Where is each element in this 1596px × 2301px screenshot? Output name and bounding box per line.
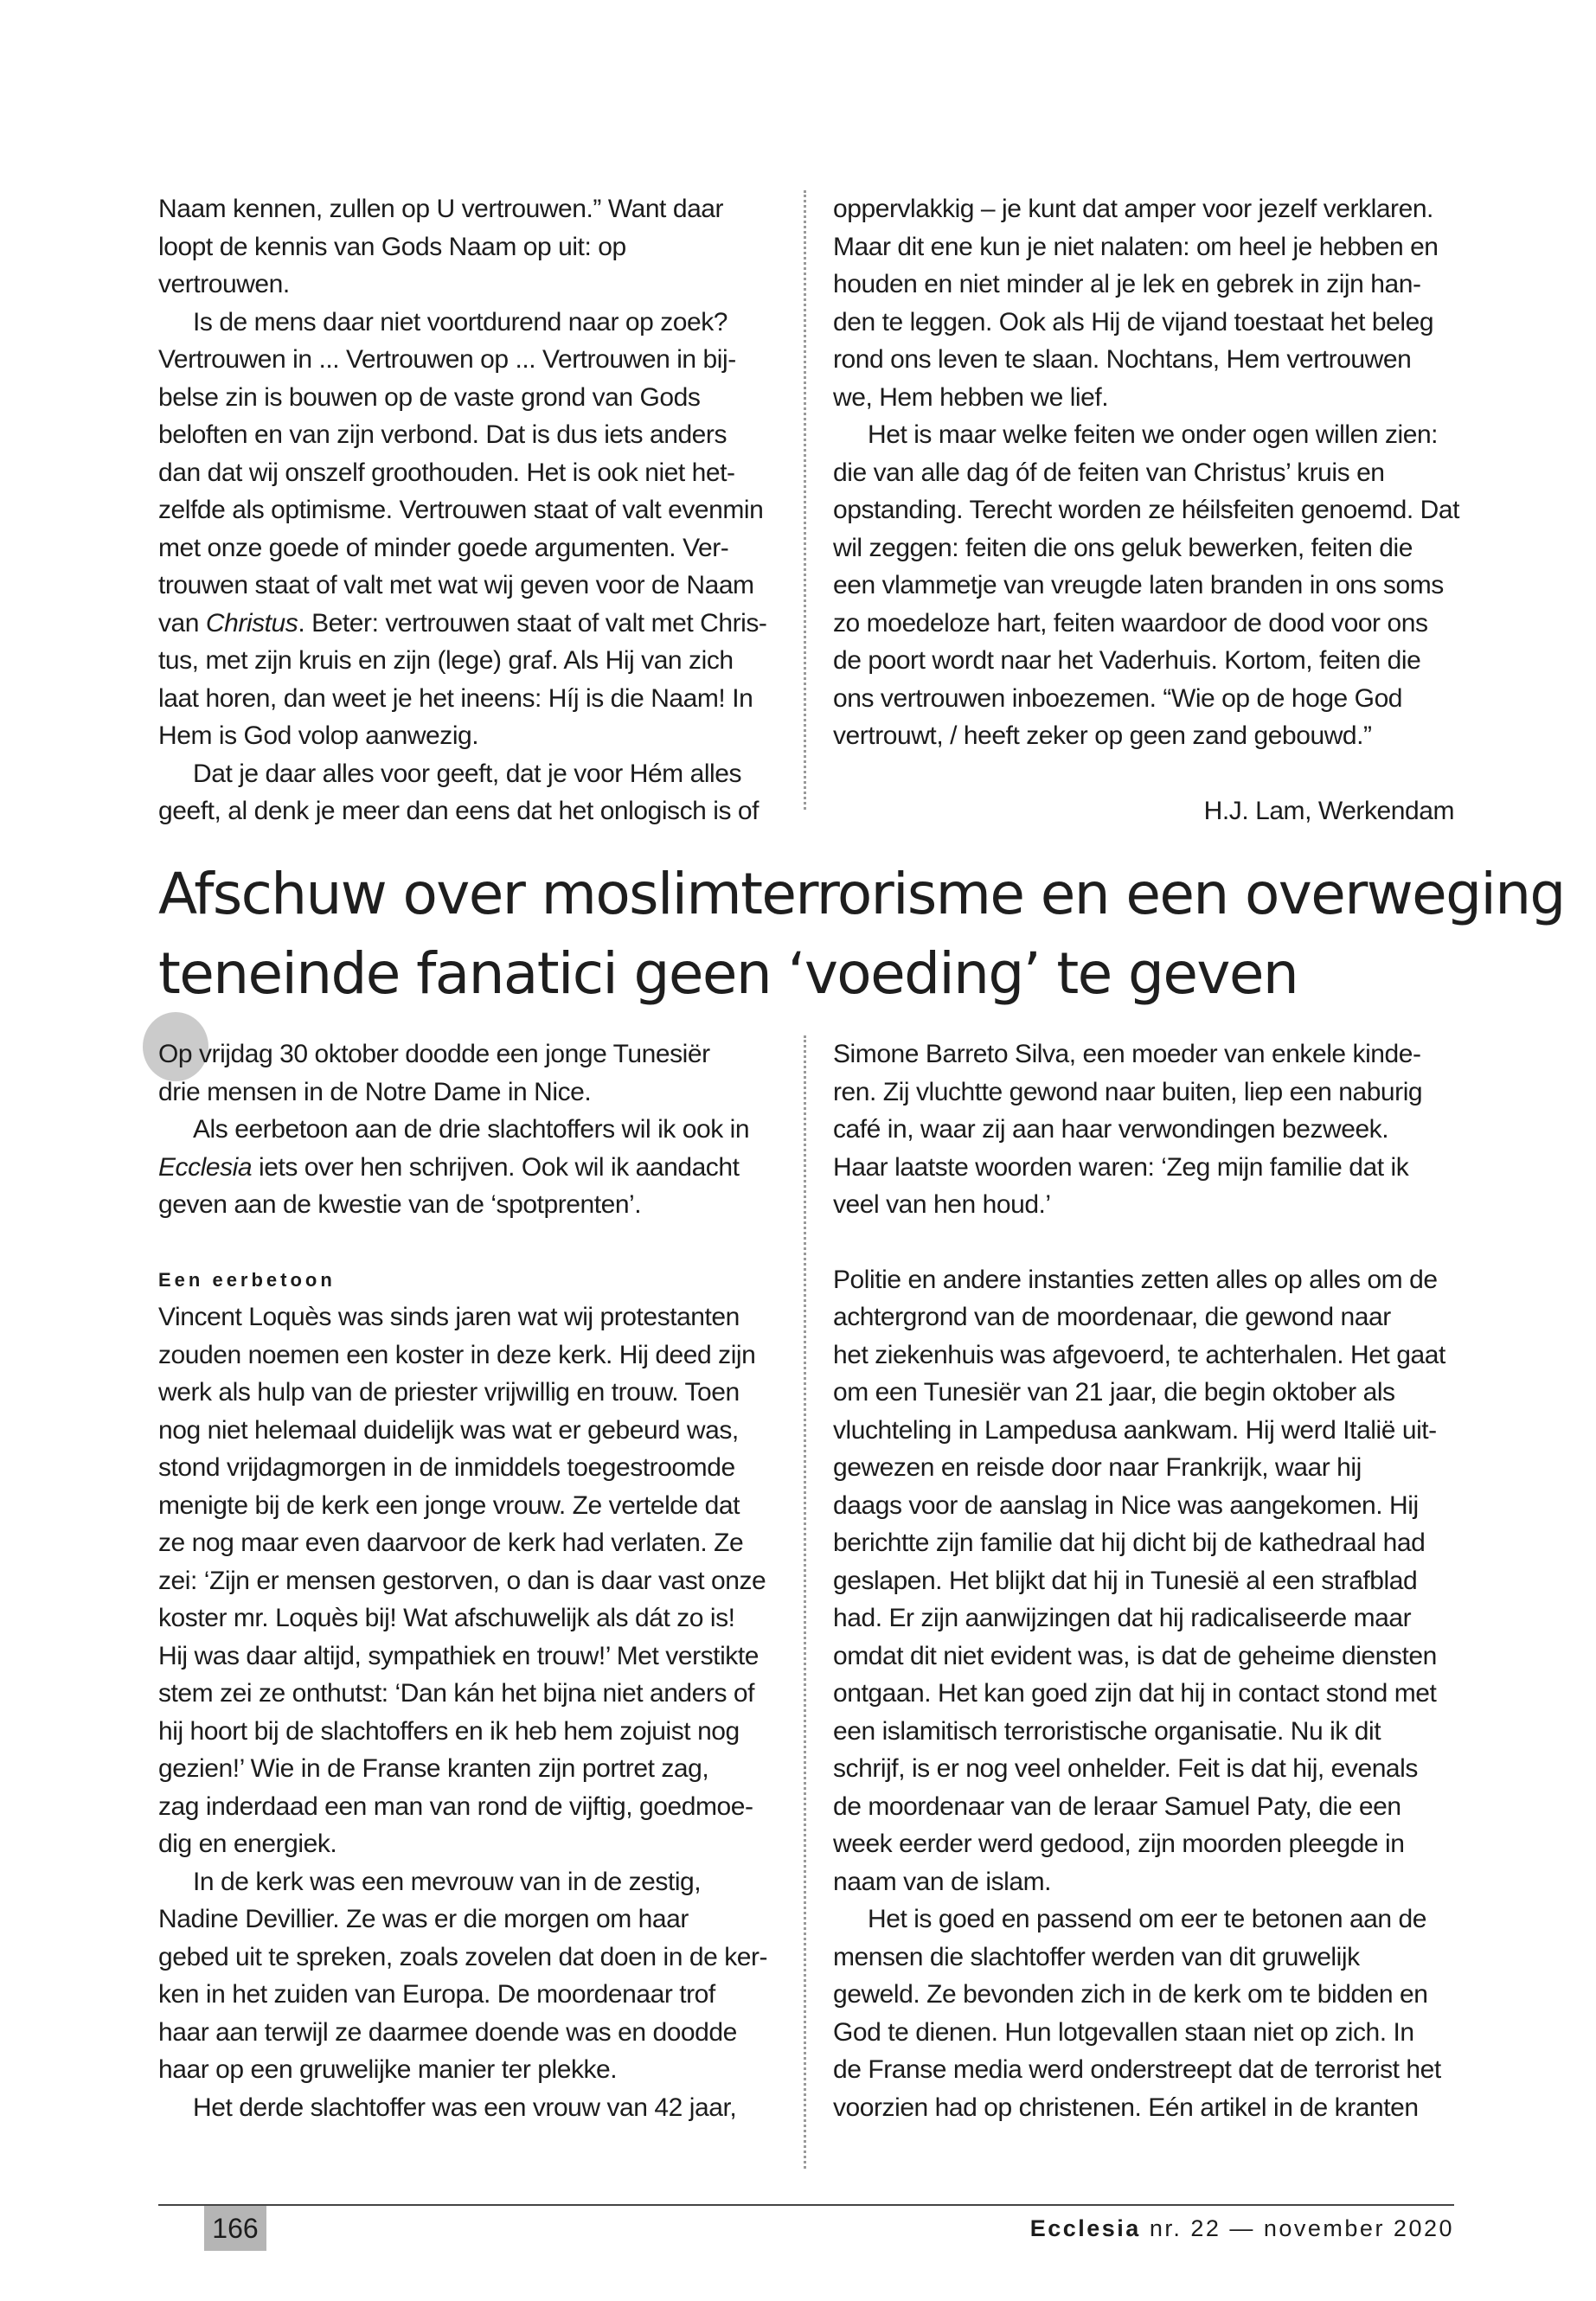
text-line: zag inderdaad een man van rond de vijftig, goedmoe- xyxy=(158,1791,753,1821)
text-line: Naam kennen, zullen op U vertrouwen.” Want daar xyxy=(158,195,724,223)
text-line: zo moedeloze hart, feiten waardoor de dood voor ons xyxy=(833,608,1428,638)
text-line: loopt de kennis van Gods Naam op uit: op xyxy=(158,232,626,261)
top-right-column xyxy=(833,190,1459,830)
text-line: laat horen, dan weet je het ineens: Híj is die Naam! In xyxy=(158,683,753,713)
text-line: Op vrijdag 30 oktober doodde een jonge Tunesiër xyxy=(158,1040,710,1068)
text-line: drie mensen in de Notre Dame in Nice. xyxy=(158,1077,592,1106)
text-line: Simone Barreto Silva, een moeder van enkele kinde- xyxy=(833,1040,1421,1068)
text-line: wil zeggen: feiten die ons geluk bewerken, feiten die xyxy=(833,533,1413,562)
text-line: geslapen. Het blijkt dat hij in Tunesië al een strafblad xyxy=(833,1566,1418,1595)
text-line: ontgaan. Het kan goed zijn dat hij in contact stond met xyxy=(833,1679,1437,1708)
text-line: de poort wordt naar het Vaderhuis. Kortom, feiten die xyxy=(833,646,1421,675)
text-line: voorzien had op christenen. Eén artikel in de kranten xyxy=(833,2093,1419,2122)
text-line: houden en niet minder al je lek en gebrek in zijn han- xyxy=(833,270,1421,298)
text-line: stem zei ze onthutst: ‘Dan kán het bijna niet anders of xyxy=(158,1679,754,1708)
column-divider xyxy=(804,1035,806,2169)
text-line: naam van de islam. xyxy=(833,1867,1052,1896)
text-line: het ziekenhuis was afgevoerd, te achterhalen. Het gaat xyxy=(833,1340,1445,1369)
paragraph-gap xyxy=(833,1224,1454,1261)
text-line: had. Er zijn aanwijzingen dat hij radicaliseerde maar xyxy=(833,1604,1412,1632)
text-line: mensen die slachtoffer werden van dit gruwelijk xyxy=(833,1942,1360,1971)
text-line: gezien!’ Wie in de Franse kranten zijn portret zag, xyxy=(158,1754,709,1783)
text-line: week eerder werd gedood, zijn moorden pleegde in xyxy=(833,1830,1405,1858)
text-line: vertrouwt, / heeft zeker op geen zand gebouwd.” xyxy=(833,721,1372,750)
text-line: trouwen staat of valt met wat wij geven voor de Naam xyxy=(158,571,754,599)
text-line: stond vrijdagmorgen in de inmiddels toegestroomde xyxy=(158,1453,735,1482)
italic-text: Ecclesia xyxy=(158,1152,253,1182)
text-line: Het is maar welke feiten we onder ogen willen zien: xyxy=(868,420,1439,449)
text-line: God te dienen. Hun lotgevallen staan niet op zich. In xyxy=(833,2017,1414,2047)
text-line: veel van hen houd.’ xyxy=(833,1190,1051,1219)
text-line: In de kerk was een mevrouw van in de zestig, xyxy=(193,1867,702,1896)
text-span: iets over hen schrijven. Ook wil ik aandacht xyxy=(252,1152,740,1182)
article-left-column xyxy=(158,1035,774,2126)
text-line: Maar dit ene kun je niet nalaten: om heel je hebben en xyxy=(833,232,1439,261)
text-line: zouden noemen een koster in deze kerk. Hij deed zijn xyxy=(158,1340,756,1369)
text-line: haar op een gruwelijke manier ter plekke. xyxy=(158,2055,618,2084)
text-line: Het derde slachtoffer was een vrouw van 42 jaar, xyxy=(193,2093,737,2122)
text-line: nog niet helemaal duidelijk was wat er gebeurd was, xyxy=(158,1415,739,1445)
text-line: Haar laatste woorden waren: ‘Zeg mijn familie dat ik xyxy=(833,1152,1409,1182)
text-line: Als eerbetoon aan de drie slachtoffers wil ik ook in xyxy=(193,1115,750,1144)
text-line xyxy=(158,1149,774,1187)
text-line: ons vertrouwen inboezemen. “Wie op de hoge God xyxy=(833,683,1403,713)
text-line: café in, waar zij aan haar verwondingen bezweek. xyxy=(833,1115,1389,1144)
title-line-2: teneinde fanatici geen ‘voeding’ te geven xyxy=(158,940,1298,1007)
text-line: opstanding. Terecht worden ze héilsfeiten genoemd. Dat xyxy=(833,496,1459,524)
text-line: ken in het zuiden van Europa. De moordenaar trof xyxy=(158,1980,715,2009)
text-line: vluchteling in Lampedusa aankwam. Hij werd Italië uit- xyxy=(833,1415,1437,1445)
text-line: werk als hulp van de priester vrijwillig en trouw. Toen xyxy=(158,1378,740,1407)
text-line: Vertrouwen in ... Vertrouwen op ... Vertrouwen in bij- xyxy=(158,345,736,374)
text-line: belse zin is bouwen op de vaste grond van Gods xyxy=(158,382,701,412)
text-line: beloften en van zijn verbond. Dat is dus iets anders xyxy=(158,420,727,449)
text-line: zei: ‘Zijn er mensen gestorven, o dan is daar vast onze xyxy=(158,1566,766,1595)
text-line: Dat je daar alles voor geeft, dat je voor Hém alles xyxy=(193,759,742,788)
text-span: van xyxy=(158,608,206,638)
text-line: zelfde als optimisme. Vertrouwen staat of valt evenmin xyxy=(158,496,764,524)
paragraph-gap xyxy=(833,755,1454,792)
text-line: Het is goed en passend om eer te betonen aan de xyxy=(868,1905,1426,1933)
text-line: daags voor de aanslag in Nice was aangekomen. Hij xyxy=(833,1490,1419,1520)
text-line: ze nog maar even daarvoor de kerk had verlaten. Ze xyxy=(158,1529,744,1557)
text-line: Vincent Loquès was sinds jaren wat wij protestanten xyxy=(158,1303,740,1331)
text-span: . Beter: vertrouwen staat of valt met Chris- xyxy=(298,608,767,638)
section-heading: Een eerbetoon xyxy=(158,1268,336,1291)
text-line: Hij was daar altijd, sympathiek en trouw!’ Met verstikte xyxy=(158,1641,759,1670)
column-divider xyxy=(804,190,806,810)
article-right-column xyxy=(833,1035,1454,2126)
text-line: achtergrond van de moordenaar, die gewond naar xyxy=(833,1303,1391,1331)
text-line: die van alle dag óf de feiten van Christus’ kruis en xyxy=(833,458,1385,487)
paragraph-gap xyxy=(158,1224,774,1261)
text-line: schrijf, is er nog veel onhelder. Feit is dat hij, evenals xyxy=(833,1754,1418,1783)
text-line: ren. Zij vluchtte gewond naar buiten, liep een naburig xyxy=(833,1077,1423,1106)
publication-name: Ecclesia xyxy=(1029,2215,1141,2241)
text-line: geeft, al denk je meer dan eens dat het onlogisch is of xyxy=(158,797,760,825)
text-line: haar aan terwijl ze daarmee doende was en doodde xyxy=(158,2017,737,2047)
text-line: gewezen en reisde door naar Frankrijk, waar hij xyxy=(833,1453,1362,1482)
text-line: koster mr. Loquès bij! Wat afschuwelijk als dát zo is! xyxy=(158,1604,735,1632)
text-line: een islamitisch terroristische organisatie. Nu ik dit xyxy=(833,1716,1381,1746)
top-left-column xyxy=(158,190,774,830)
text-line: vertrouwen. xyxy=(158,270,290,298)
author-signature: H.J. Lam, Werkendam xyxy=(1203,796,1454,825)
publication-info xyxy=(1030,2206,1454,2251)
italic-text: Christus xyxy=(205,608,298,638)
text-line: gebed uit te spreken, zoals zovelen dat doen in de ker- xyxy=(158,1942,768,1971)
text-line: met onze goede of minder goede argumenten. Ver- xyxy=(158,533,729,562)
text-line: Hem is God volop aanwezig. xyxy=(158,721,479,750)
text-line: omdat dit niet evident was, is dat de geheime diensten xyxy=(833,1641,1437,1670)
article-title xyxy=(158,855,1565,1014)
text-line: een vlammetje van vreugde laten branden in ons soms xyxy=(833,571,1444,599)
text-line: de moordenaar van de leraar Samuel Paty, die een xyxy=(833,1791,1401,1821)
page-number: 166 xyxy=(204,2206,266,2251)
text-line: de Franse media werd onderstreept dat de terrorist het xyxy=(833,2055,1441,2084)
text-line: dan dat wij onszelf groothouden. Het is ook niet het- xyxy=(158,458,735,487)
text-line: hij hoort bij de slachtoffers en ik heb hem zojuist nog xyxy=(158,1716,740,1746)
text-line: berichtte zijn familie dat hij dicht bij de kathedraal had xyxy=(833,1529,1426,1557)
text-line: den te leggen. Ook als Hij de vijand toestaat het beleg xyxy=(833,307,1434,336)
text-line: we, Hem hebben we lief. xyxy=(833,382,1109,412)
text-line: Politie en andere instanties zetten alles op alles om de xyxy=(833,1265,1438,1294)
text-line: oppervlakkig – je kunt dat amper voor jezelf verklaren. xyxy=(833,195,1433,223)
text-line: tus, met zijn kruis en zijn (lege) graf. Als Hij van zich xyxy=(158,646,734,675)
text-line: geven aan de kwestie van de ‘spotprenten’. xyxy=(158,1190,642,1219)
text-line xyxy=(158,605,774,643)
text-line: om een Tunesiër van 21 jaar, die begin oktober als xyxy=(833,1378,1395,1407)
title-line-1: Afschuw over moslimterrorisme en een overweging xyxy=(158,861,1565,927)
text-line: geweld. Ze bevonden zich in de kerk om te bidden en xyxy=(833,1980,1428,2009)
text-line: rond ons leven te slaan. Nochtans, Hem vertrouwen xyxy=(833,345,1412,374)
issue-info: nr. 22 — november 2020 xyxy=(1140,2215,1454,2241)
text-line: dig en energiek. xyxy=(158,1830,337,1858)
text-line: menigte bij de kerk een jonge vrouw. Ze vertelde dat xyxy=(158,1490,740,1520)
text-line: Is de mens daar niet voortdurend naar op zoek? xyxy=(193,307,728,336)
text-line: Nadine Devillier. Ze was er die morgen om haar xyxy=(158,1905,689,1933)
